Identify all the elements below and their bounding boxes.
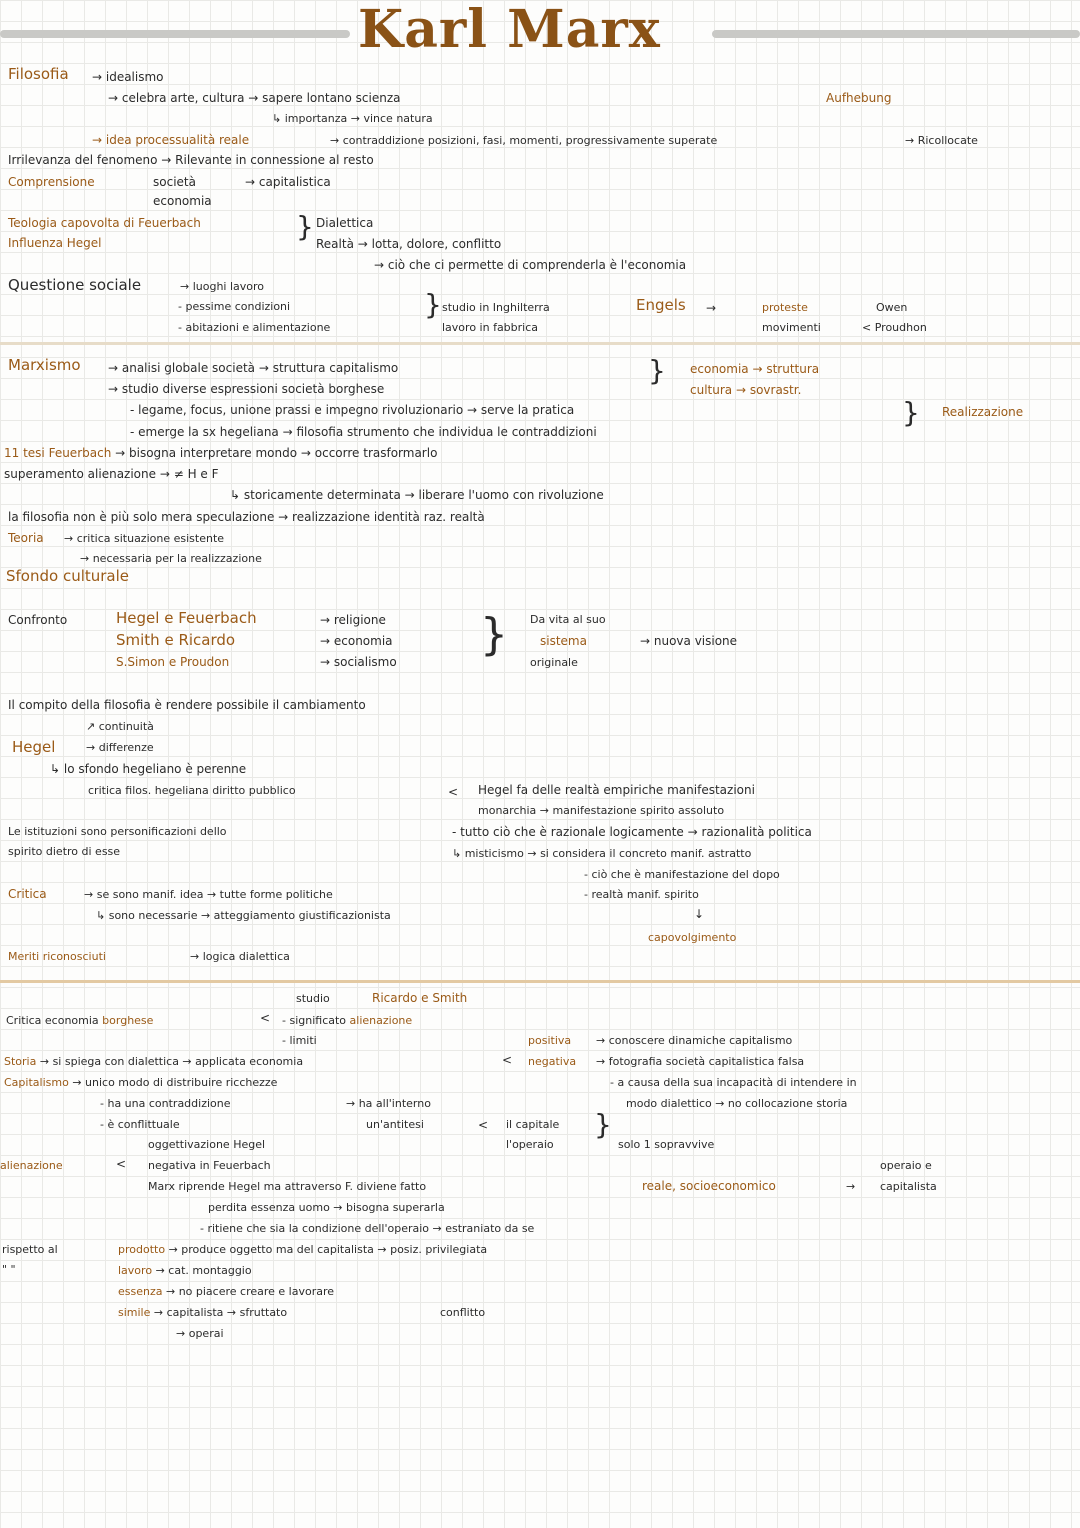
brace: < (502, 1053, 513, 1067)
note: alienazione (349, 1014, 413, 1027)
note: - ciò che è manifestazione del dopo (584, 868, 780, 881)
brace: < (478, 1118, 489, 1132)
note: oggettivazione Hegel (148, 1138, 266, 1151)
note: - abitazioni e alimentazione (178, 321, 331, 334)
brace: < (116, 1157, 127, 1171)
note: → capitalista → sfruttato (153, 1306, 288, 1319)
note: continuità (98, 720, 154, 733)
note: → critica situazione esistente (64, 532, 225, 545)
note: perdita essenza uomo → bisogna superarla (208, 1201, 445, 1214)
note: → logica dialettica (190, 950, 290, 963)
note: Comprensione (8, 175, 95, 189)
note: originale (530, 656, 578, 669)
brace: } (480, 609, 508, 660)
note: studio in Inghilterra (442, 301, 550, 314)
keyword-aufhebung: Aufhebung (826, 91, 892, 105)
note: Meriti riconosciuti (8, 950, 106, 963)
note: - legame, focus, unione prassi e impegno rivoluzionario → serve la pratica (130, 403, 575, 417)
note: - ha una contraddizione (100, 1097, 231, 1110)
note: lavoro in fabbrica (442, 321, 539, 334)
brace: } (648, 354, 666, 387)
note (118, 1284, 334, 1300)
note: negativa (528, 1055, 577, 1068)
note (8, 235, 102, 251)
heading-hegel: Hegel (12, 738, 56, 756)
note: cultura → sovrastr. (690, 383, 802, 397)
brace: < (260, 1011, 271, 1025)
note: → idealismo (92, 70, 164, 84)
note: - a causa della sua incapacità di intendere in (610, 1076, 857, 1089)
note: studio (296, 992, 330, 1005)
note: capitalista (880, 1180, 937, 1193)
note: simile (118, 1306, 151, 1319)
note: prodotto (118, 1243, 166, 1256)
note: Confronto (8, 613, 68, 627)
note: differenze (98, 741, 154, 754)
note: essenza (118, 1285, 163, 1298)
brace: } (296, 210, 314, 243)
note: superamento alienazione → ≠ H e F (4, 467, 219, 481)
brace: } (424, 288, 442, 321)
note: ↳ misticismo → si considera il concreto manif. astratto (452, 847, 752, 860)
heading-sfondo-culturale: Sfondo culturale (6, 567, 130, 585)
note: ↳ storicamente determinata → liberare l'uomo con rivoluzione (230, 488, 604, 502)
note: la filosofia non è più solo mera speculazione → realizzazione identità raz. realtà (8, 510, 485, 524)
note: - significato (282, 1014, 347, 1027)
heading-filosofia: Filosofia (8, 65, 69, 83)
note: → necessaria per la realizzazione (80, 552, 262, 565)
note: un'antitesi (366, 1118, 424, 1131)
note (690, 382, 801, 398)
note: Influenza Hegel (8, 236, 102, 250)
note (8, 277, 141, 293)
note: ↳ sono necessarie → atteggiamento giustificazionista (96, 909, 391, 922)
divider (0, 980, 1080, 983)
note: Smith e Ricardo (116, 631, 236, 649)
note: Da vita al suo (530, 613, 606, 626)
note: alienazione (0, 1159, 63, 1172)
note: sistema (540, 634, 587, 648)
note: - tutto ciò che è razionale logicamente → razionalità politica (452, 825, 812, 839)
note: Realtà → lotta, dolore, conflitto (316, 237, 502, 251)
brace: } (594, 1108, 612, 1141)
note: → studio diverse espressioni società borghese (108, 382, 385, 396)
note: economia (153, 194, 212, 208)
note: → luoghi lavoro (180, 280, 265, 293)
divider (0, 342, 1080, 345)
note: → celebra arte, cultura → sapere lontano scienza (108, 91, 401, 105)
note: → conoscere dinamiche capitalismo (596, 1034, 793, 1047)
note: proteste (762, 301, 808, 314)
note (4, 1054, 303, 1070)
note: ↳ importanza → vince natura (272, 112, 433, 125)
note: → socialismo (320, 655, 397, 669)
brace: } (902, 396, 920, 429)
note: operaio e (880, 1159, 932, 1172)
note: Storia (4, 1055, 37, 1068)
note: rispetto al (2, 1243, 58, 1256)
note: → se sono manif. idea → tutte forme politiche (84, 888, 333, 901)
note: - è conflittuale (100, 1118, 180, 1131)
note: positiva (528, 1034, 572, 1047)
note (118, 1242, 487, 1258)
note: reale, socioeconomico (642, 1179, 776, 1193)
note: - ritiene che sia la condizione dell'operaio → estraniato da se (200, 1222, 535, 1235)
keyword-realizzazione: Realizzazione (942, 405, 1024, 419)
note (282, 1013, 412, 1029)
note: → ha all'interno (346, 1097, 431, 1110)
note: → economia (320, 634, 393, 648)
note: Dialettica (316, 216, 374, 230)
note: → produce oggetto ma del capitalista → posiz. privilegiata (168, 1243, 488, 1256)
note: → cat. montaggio (155, 1264, 252, 1277)
note: < Proudhon (862, 321, 927, 334)
arrow: ↓ (694, 907, 705, 921)
note: Le istituzioni sono personificazioni dello (8, 825, 227, 838)
note: → analisi globale società → struttura capitalismo (108, 361, 399, 375)
note: - realtà manif. spirito (584, 888, 699, 901)
note (372, 990, 467, 1006)
note: → religione (320, 613, 386, 627)
note: solo 1 sopravvive (618, 1138, 715, 1151)
note: borghese (102, 1014, 154, 1027)
note: critica filos. hegeliana diritto pubblico (88, 784, 296, 797)
note: Critica (8, 887, 47, 901)
brace: < (448, 785, 459, 799)
arrow: → (706, 301, 717, 315)
arrow: → (846, 1180, 856, 1193)
note: → operai (176, 1327, 224, 1340)
keyword-engels: Engels (636, 296, 686, 314)
note: → nuova visione (640, 634, 738, 648)
note: Questione sociale (8, 276, 142, 294)
note: → idea processualità reale (92, 133, 250, 147)
note: → differenze (86, 741, 154, 754)
note: → fotografia società capitalistica falsa (596, 1055, 805, 1068)
note: Ricardo e Smith (372, 991, 468, 1005)
page-title: Karl Marx (358, 0, 661, 60)
title-rule-right (712, 30, 1080, 38)
note: S.Simon e Proudon (116, 655, 230, 669)
note: ↗ continuità (86, 720, 154, 733)
note: → ciò che ci permette di comprenderla è l'economia (374, 258, 687, 272)
note: → contraddizione posizioni, fasi, momenti, progressivamente superate (330, 134, 718, 147)
note: il capitale (506, 1118, 560, 1131)
note (4, 1075, 277, 1091)
note (118, 1263, 252, 1279)
title-rule-left (0, 30, 350, 38)
note: economia → struttura (690, 362, 820, 376)
note: → si spiega con dialettica → applicata economia (39, 1055, 304, 1068)
note: monarchia → manifestazione spirito assoluto (478, 804, 725, 817)
note: Capitalismo (4, 1076, 69, 1089)
note: Il compito della filosofia è rendere possibile il cambiamento (8, 698, 366, 712)
note: Teologia capovolta di Feuerbach (8, 216, 201, 230)
note: → unico modo di distribuire ricchezze (72, 1076, 278, 1089)
note (118, 1305, 287, 1321)
note: 11 tesi Feuerbach (4, 446, 112, 460)
note: Proudhon (874, 321, 927, 334)
note: modo dialettico → no collocazione storia (626, 1097, 848, 1110)
note: Marx riprende Hegel ma attraverso F. diviene fatto (148, 1180, 427, 1193)
note: lavoro (118, 1264, 153, 1277)
note: - emerge la sx hegeliana → filosofia strumento che individua le contraddizioni (130, 425, 597, 439)
note: Teoria (8, 531, 44, 545)
note: → no piacere creare e lavorare (165, 1285, 335, 1298)
note: Hegel fa delle realtà empiriche manifestazioni (478, 783, 755, 797)
note (690, 361, 819, 377)
note: - pessime condizioni (178, 300, 291, 313)
note: - limiti (282, 1034, 317, 1047)
note: l'operaio (506, 1138, 554, 1151)
note: Irrilevanza del fenomeno → Rilevante in connessione al resto (8, 153, 374, 167)
note: movimenti (762, 321, 821, 334)
heading-marxismo: Marxismo (8, 356, 81, 374)
note: conflitto (440, 1306, 486, 1319)
note: → bisogna interpretare mondo → occorre trasformarlo (115, 446, 438, 460)
note: → capitalistica (245, 175, 331, 189)
note: ↳ lo sfondo hegeliano è perenne (50, 762, 247, 776)
note (8, 215, 201, 231)
note: società (153, 175, 196, 189)
note: Hegel e Feuerbach (116, 609, 257, 627)
note: " " (2, 1263, 16, 1276)
note: capovolgimento (648, 931, 737, 944)
note: negativa in Feuerbach (148, 1159, 271, 1172)
note: spirito dietro di esse (8, 845, 121, 858)
note: Critica economia borghese (6, 1014, 154, 1027)
note: Owen (876, 301, 908, 314)
note: → Ricollocate (905, 134, 978, 147)
note (4, 445, 437, 461)
